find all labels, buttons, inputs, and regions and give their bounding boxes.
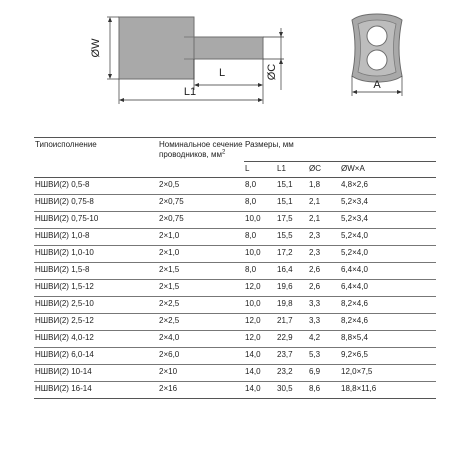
dim-c-label: ØC xyxy=(266,63,278,81)
cell-section: 2×1,5 xyxy=(158,280,244,297)
cell-l1: 19,6 xyxy=(276,280,308,297)
cell-section: 2×0,5 xyxy=(158,178,244,195)
cell-l1: 19,8 xyxy=(276,297,308,314)
cell-c: 2,1 xyxy=(308,195,340,212)
cell-section: 2×4,0 xyxy=(158,331,244,348)
cell-type: НШВИ(2) 1,5-12 xyxy=(34,280,158,297)
cell-section: 2×2,5 xyxy=(158,297,244,314)
spec-table xyxy=(34,137,436,399)
cell-l1: 15,1 xyxy=(276,195,308,212)
cell-wa: 5,2×4,0 xyxy=(340,229,436,246)
table-row xyxy=(34,331,436,348)
dim-w-label: ØW xyxy=(90,38,102,58)
cell-l1: 23,7 xyxy=(276,348,308,365)
header-section-sup: 2 xyxy=(221,149,226,156)
header-l: L xyxy=(244,162,276,178)
table-row xyxy=(34,263,436,280)
cell-l1: 30,5 xyxy=(276,382,308,399)
cell-l: 8,0 xyxy=(244,229,276,246)
cell-c: 2,3 xyxy=(308,246,340,263)
dim-l-label: L xyxy=(218,67,226,79)
cell-l: 14,0 xyxy=(244,348,276,365)
cell-c: 4,2 xyxy=(308,331,340,348)
cell-c: 3,3 xyxy=(308,314,340,331)
cell-l1: 21,7 xyxy=(276,314,308,331)
cell-l1: 15,1 xyxy=(276,178,308,195)
cell-c: 2,6 xyxy=(308,263,340,280)
cell-wa: 6,4×4,0 xyxy=(340,280,436,297)
cell-l: 8,0 xyxy=(244,263,276,280)
header-l1: L1 xyxy=(276,162,308,178)
cell-type: НШВИ(2) 0,75-8 xyxy=(34,195,158,212)
cell-section: 2×2,5 xyxy=(158,314,244,331)
cell-c: 6,9 xyxy=(308,365,340,382)
cell-section: 2×1,0 xyxy=(158,246,244,263)
cell-type: НШВИ(2) 1,5-8 xyxy=(34,263,158,280)
cell-type: НШВИ(2) 0,5-8 xyxy=(34,178,158,195)
table-row xyxy=(34,195,436,212)
cell-type: НШВИ(2) 10-14 xyxy=(34,365,158,382)
cell-section: 2×0,75 xyxy=(158,212,244,229)
cell-wa: 18,8×11,6 xyxy=(340,382,436,399)
cell-l1: 17,5 xyxy=(276,212,308,229)
cell-wa: 12,0×7,5 xyxy=(340,365,436,382)
table-row xyxy=(34,246,436,263)
cell-wa: 9,2×6,5 xyxy=(340,348,436,365)
cell-type: НШВИ(2) 2,5-12 xyxy=(34,314,158,331)
table-row xyxy=(34,280,436,297)
cell-l: 14,0 xyxy=(244,365,276,382)
header-type: Типоисполнение xyxy=(34,138,158,178)
cell-l: 12,0 xyxy=(244,331,276,348)
cell-c: 2,6 xyxy=(308,280,340,297)
dim-a-label: A xyxy=(373,79,381,91)
dim-l1-label: L1 xyxy=(183,86,197,98)
cell-section: 2×1,5 xyxy=(158,263,244,280)
cell-l1: 23,2 xyxy=(276,365,308,382)
table-row xyxy=(34,314,436,331)
cell-wa: 5,2×3,4 xyxy=(340,212,436,229)
cell-l: 10,0 xyxy=(244,297,276,314)
cell-type: НШВИ(2) 1,0-10 xyxy=(34,246,158,263)
cell-section: 2×0,75 xyxy=(158,195,244,212)
cell-wa: 8,8×5,4 xyxy=(340,331,436,348)
cell-l: 8,0 xyxy=(244,178,276,195)
cell-l: 12,0 xyxy=(244,280,276,297)
cell-wa: 6,4×4,0 xyxy=(340,263,436,280)
cell-section: 2×10 xyxy=(158,365,244,382)
cell-wa: 5,2×3,4 xyxy=(340,195,436,212)
table-row xyxy=(34,382,436,399)
cell-l1: 22,9 xyxy=(276,331,308,348)
cell-l: 10,0 xyxy=(244,246,276,263)
cell-section: 2×6,0 xyxy=(158,348,244,365)
cell-l1: 16,4 xyxy=(276,263,308,280)
header-sizes: Размеры, мм xyxy=(244,138,436,162)
cell-wa: 8,2×4,6 xyxy=(340,314,436,331)
cell-l1: 15,5 xyxy=(276,229,308,246)
header-wa: ØW×A xyxy=(340,162,436,178)
header-c: ØC xyxy=(308,162,340,178)
cell-l: 14,0 xyxy=(244,382,276,399)
cell-type: НШВИ(2) 1,0-8 xyxy=(34,229,158,246)
table-row xyxy=(34,212,436,229)
ferrule-hole-bottom xyxy=(367,50,387,70)
header-section: Номинальное сечение проводников, $мм^2$ xyxy=(158,138,244,178)
cell-wa: 8,2×4,6 xyxy=(340,297,436,314)
table-header-row xyxy=(34,138,436,162)
cell-c: 1,8 xyxy=(308,178,340,195)
cell-section: 2×1,0 xyxy=(158,229,244,246)
cell-c: 5,3 xyxy=(308,348,340,365)
ferrule-collar xyxy=(119,17,194,79)
cell-l: 12,0 xyxy=(244,314,276,331)
cell-type: НШВИ(2) 0,75-10 xyxy=(34,212,158,229)
cell-l: 8,0 xyxy=(244,195,276,212)
cell-section: 2×16 xyxy=(158,382,244,399)
ferrule-tube xyxy=(194,37,263,59)
cell-wa: 5,2×4,0 xyxy=(340,246,436,263)
cell-type: НШВИ(2) 2,5-10 xyxy=(34,297,158,314)
cell-c: 2,1 xyxy=(308,212,340,229)
cell-c: 8,6 xyxy=(308,382,340,399)
table-row xyxy=(34,365,436,382)
table-row xyxy=(34,348,436,365)
table-row xyxy=(34,178,436,195)
cell-c: 3,3 xyxy=(308,297,340,314)
cell-type: НШВИ(2) 4,0-12 xyxy=(34,331,158,348)
cell-type: НШВИ(2) 6,0-14 xyxy=(34,348,158,365)
cell-l1: 17,2 xyxy=(276,246,308,263)
ferrule-hole-top xyxy=(367,26,387,46)
table-row xyxy=(34,297,436,314)
cell-l: 10,0 xyxy=(244,212,276,229)
table-row xyxy=(34,229,436,246)
cell-type: НШВИ(2) 16-14 xyxy=(34,382,158,399)
cell-c: 2,3 xyxy=(308,229,340,246)
cell-wa: 4,8×2,6 xyxy=(340,178,436,195)
ferrule-drawing xyxy=(0,0,450,130)
